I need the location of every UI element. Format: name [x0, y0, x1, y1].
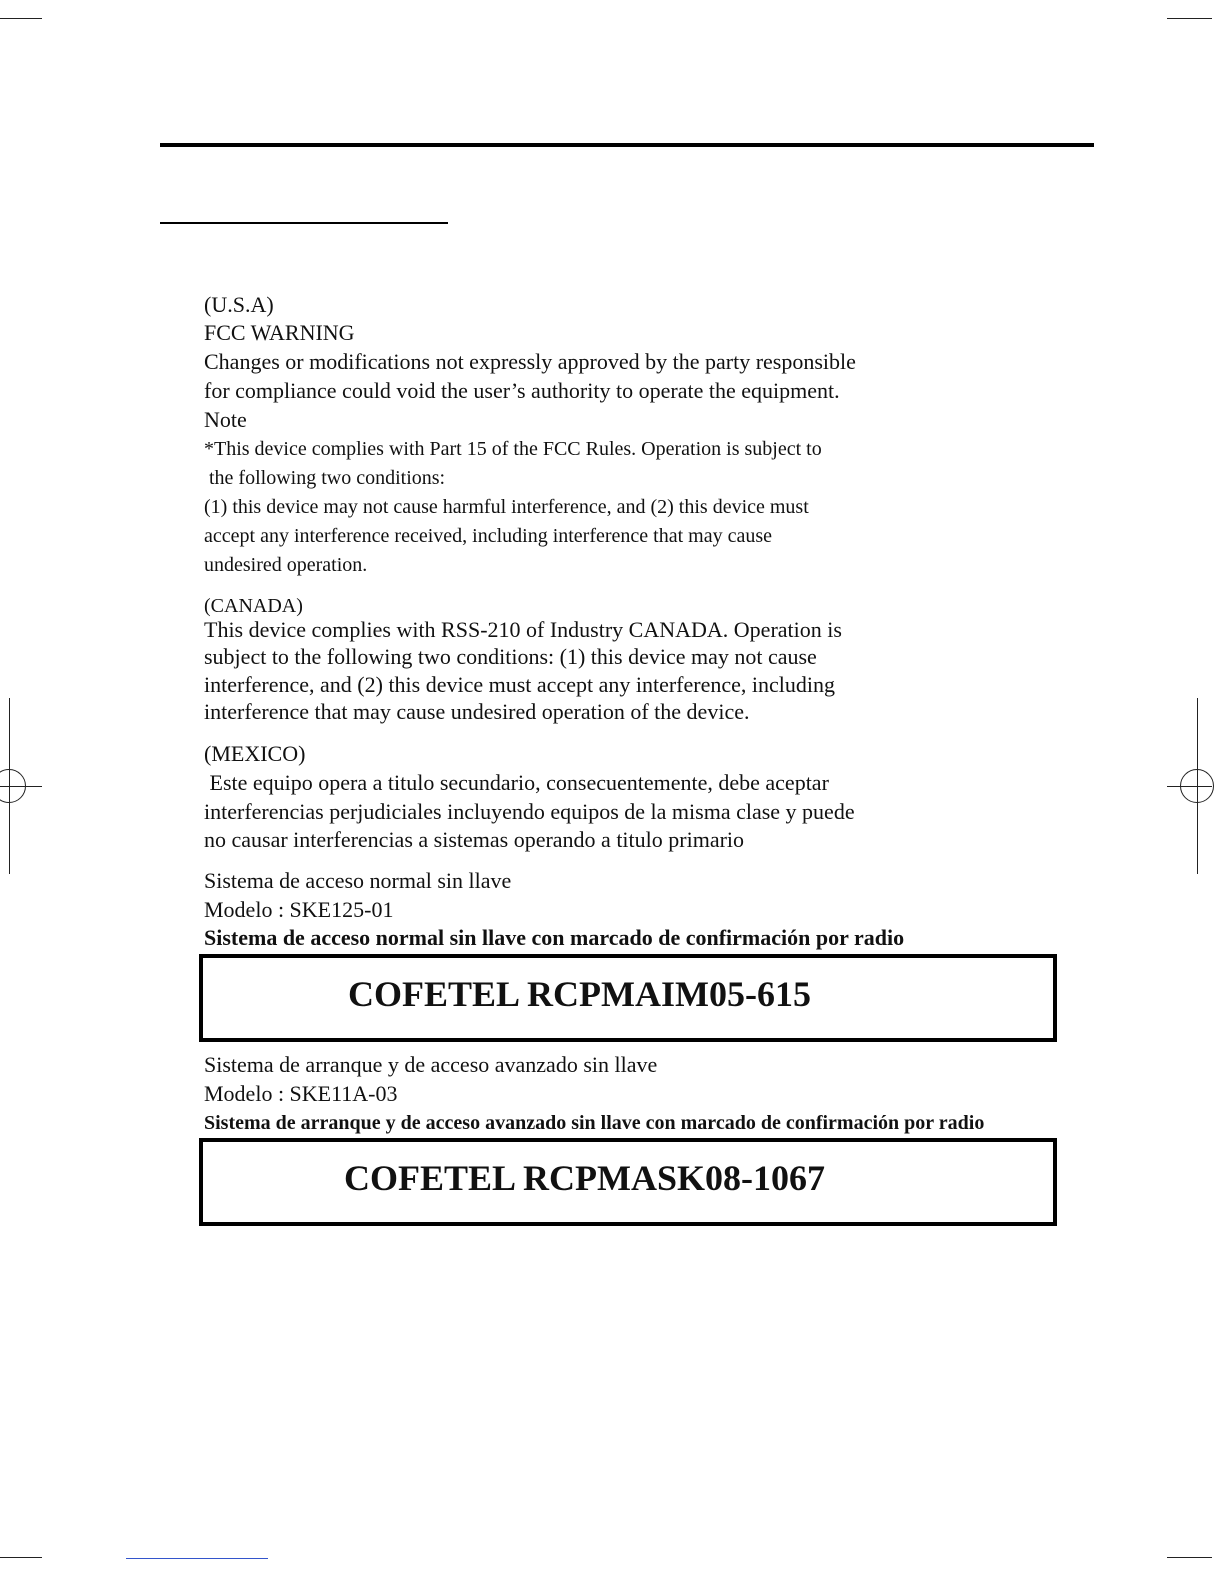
- note-label: Note: [204, 407, 247, 432]
- footer-underline: [126, 1558, 268, 1559]
- note-line: the following two conditions:: [204, 467, 446, 489]
- fcc-warning-line: for compliance could void the user’s authority to operate the equipment.: [204, 378, 840, 403]
- canada-line: This device complies with RSS-210 of Industry CANADA. Operation is: [204, 617, 842, 642]
- fcc-warning-title: FCC WARNING: [204, 320, 355, 345]
- cofetel-box: [199, 1138, 1057, 1226]
- canada-line: interference that may cause undesired operation of the device.: [204, 699, 750, 724]
- mexico-line: Este equipo opera a titulo secundario, consecuentemente, debe aceptar: [204, 770, 829, 795]
- canada-heading: (CANADA): [204, 595, 303, 617]
- mexico-heading: (MEXICO): [204, 741, 306, 766]
- usa-heading: (U.S.A): [204, 292, 274, 317]
- canada-line: subject to the following two conditions: (1) this device may not cause: [204, 644, 817, 669]
- system-name: Sistema de arranque y de acceso avanzado sin llave: [204, 1052, 658, 1077]
- cofetel-number: COFETEL RCPMAIM05-615: [348, 974, 811, 1014]
- section-rule: [160, 222, 448, 224]
- system-model: Modelo : SKE11A-03: [204, 1081, 398, 1106]
- header-rule: [160, 143, 1094, 147]
- system-caption: Sistema de acceso normal sin llave con marcado de confirmación por radio: [204, 925, 905, 950]
- fcc-warning-line: Changes or modifications not expressly approved by the party responsible: [204, 349, 856, 374]
- mexico-line: no causar interferencias a sistemas operando a titulo primario: [204, 827, 745, 852]
- cofetel-box: [199, 954, 1057, 1042]
- note-line: (1) this device may not cause harmful interference, and (2) this device must: [204, 496, 809, 518]
- system-caption: Sistema de arranque y de acceso avanzado sin llave con marcado de confirmación por radio: [204, 1112, 985, 1134]
- note-line: *This device complies with Part 15 of the FCC Rules. Operation is subject to: [204, 438, 822, 460]
- cofetel-number: COFETEL RCPMASK08-1067: [344, 1158, 826, 1198]
- note-line: undesired operation.: [204, 554, 368, 576]
- system-name: Sistema de acceso normal sin llave: [204, 868, 512, 893]
- mexico-line: interferencias perjudiciales incluyendo equipos de la misma clase y puede: [204, 799, 855, 824]
- canada-line: interference, and (2) this device must accept any interference, including: [204, 672, 835, 697]
- system-model: Modelo : SKE125-01: [204, 897, 394, 922]
- note-line: accept any interference received, including interference that may cause: [204, 525, 773, 547]
